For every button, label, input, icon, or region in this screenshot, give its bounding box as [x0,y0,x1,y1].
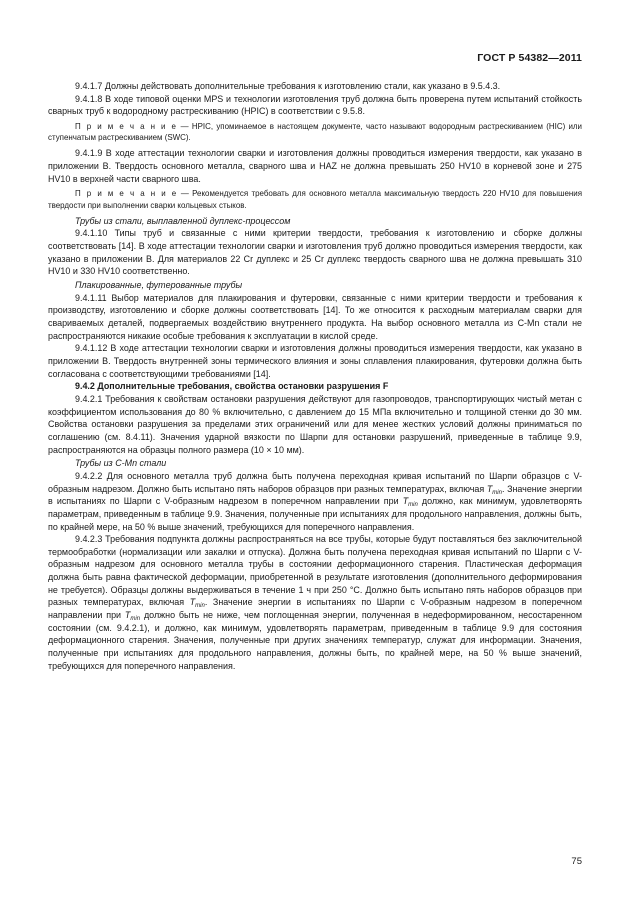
text-segment: . Значение энергии в испытаниях по Шарпи с V-образным надрезом в поперечном направлении при [48,597,582,621]
note-text: — Рекомендуется требовать для основного металла максимальную твердость 220 HV10 для повышения твердости при выполнении сварки кольцевых стыков. [48,189,583,210]
subheading-cmn: Трубы из C-Mn стали [75,458,167,469]
t-min-symbol [189,597,205,610]
paragraph-9-4-1-11: 9.4.1.11 Выбор материалов для плакирования и футеровки, связанные с ними критерии твердости и требования к производству, изготовлению и сборке должны соответствовать [14]. То же относится к расходным материалам сварки для свариваемых деталей, подвергаемых воздействию внутреннего продукта. На выбор основного металла из C-Mn стали не распространяются никакие особые требования к эксплуатации в кислой среде. [48,292,582,341]
note-label: П р и м е ч а н и е [75,121,178,131]
symbol-min: min [195,603,205,610]
paragraph-9-4-2-2 [48,470,582,533]
paragraph-9-4-1-12: 9.4.1.12 В ходе аттестации технологии сварки и изготовления должны проводиться измерения твердости, как указано в приложении В. Твердость внутренней зоны термического влияния и зоны сплавления плакирования, футеровки должна быть согласована с соответствующими требованиями [14]. [48,343,582,379]
text-segment: должно быть не ниже, чем поглощенная энергии, полученная в недеформированном, несостаренном состоянии (см. 9.4.2.1), и должно, как минимум, удовлетворять параметрам, приведенным в таблице 9.9 для состояния деформационного старения. Значения, полученные при других значениях температур, служат для информации. Значения, полученные при испытаниях для продольного направления, должны быть, по крайней мере, на 50 % выше значений, требующихся для поперечного направления. [48,610,582,671]
paragraph-9-4-1-8: 9.4.1.8 В ходе типовой оценки MPS и технологии изготовления труб должна быть проверена путем испытаний стойкость сварных труб к водородному растрескиванию (HPIC) в соответствии с 9.5.8. [48,93,582,117]
note-text: — HPIC, упоминаемое в настоящем документе, часто называют водородным растрескиванием (HIC) или ступенчатым растрескиванием (SWC). [48,121,582,143]
t-min-symbol [402,496,418,509]
note-hardness [48,188,582,210]
symbol-t: T [189,597,196,608]
section-heading-9-4-2: 9.4.2 Дополнительные требования, свойства остановки разрушения F [75,381,389,392]
page-number: 75 [571,856,582,867]
paragraph-9-4-2-1: 9.4.2.1 Требования к свойствам остановки разрушения действуют для газопроводов, транспортирующих чистый метан с коэффициентом использования до 80 % включительно, с давлением до 15 МПа включительно и толщиной стенки до 30 мм. Свойства остановки разрушения за пределами этих ограничений или для менее жестких условий должны приниматься по соглашению (см. 8.4.11). Значения ударной вязкости по Шарпи для остановки разрушений, приведенные в таблице 9.9, распространяются на образцы полного размера (10 × 10 мм). [48,393,582,455]
standard-header: ГОСТ Р 54382—2011 [477,52,582,64]
text-segment: . Значение энергии в испытаниях по Шарпи с V-образным надрезом в поперечном направлении при [48,483,582,507]
note-label: П р и м е ч а н и е [75,189,178,199]
paragraph-9-4-2-3 [48,533,582,672]
symbol-t: T [402,496,409,507]
subheading-clad: Плакированные, футерованные трубы [75,280,243,291]
note-hpic [48,121,582,143]
symbol-t: T [486,483,493,494]
document-body [48,80,582,672]
symbol-min: min [408,502,418,509]
symbol-min: min [492,489,502,496]
t-min-symbol [487,484,502,494]
paragraph-9-4-1-10: 9.4.1.10 Типы труб и связанные с ними критерии твердости, требования к изготовлению и сборке должны соответствовать [14]. В ходе аттестации технологии сварки и изготовления труб должно проводиться измерения твердости, как указано в приложении В. Для материалов 22 Cr дуплекс и 25 Cr дуплекс твердость сварного шва не должна превышать 310 HV10 и 330 HV10 соответственно. [48,228,582,277]
paragraph-9-4-1-9: 9.4.1.9 В ходе аттестации технологии сварки и изготовления должны проводиться измерения твердости, как указано в приложении В. Твердость основного металла, сварного шва и HAZ не должна превышать 250 HV10 в корневой зоне и 275 HV10 в верхней части сварного шва. [48,148,582,184]
subheading-duplex: Трубы из стали, выплавленной дуплекс-процессом [75,215,291,226]
symbol-min: min [130,616,141,623]
text-segment: 9.4.2.2 Для основного металла труб должна быть получена переходная кривая испытаний по Шарпи образцов с V-образным надрезом. Должно быть испытано пять наборов образцов при разных температурах, включая [48,470,582,494]
text-segment: должно, как минимум, удовлетворять параметрам, приведенным в таблице 9.9. Значения, полученные при испытаниях для продольного направления, должны быть, по крайней мере, на 50 % выше значений, требующихся для поперечного направления. [48,496,582,532]
symbol-t: T [124,610,131,621]
paragraph-9-4-1-7: 9.4.1.7 Должны действовать дополнительные требования к изготовлению стали, как указано в 9.5.4.3. [75,81,501,91]
text-segment: 9.4.2.3 Требования подпункта должны распространяться на все трубы, которые будут поставляться без заключительной термообработки (нормализации или закалки и отпуска). Должна быть получена переходная кривая испытаний по Шарпи с V-образным надрезом для основного металла трубы в состоянии деформационного старения. Пластическая деформация должна быть равна фактической деформации, приобретенной в результате изготовления (дополнительного деформирования не требуется). Образцы должны выдерживаться в течение 1 ч при 250 °С. Должно быть испытано пять наборов образцов при разных температурах, включая [48,534,582,608]
t-min-symbol [124,610,141,623]
